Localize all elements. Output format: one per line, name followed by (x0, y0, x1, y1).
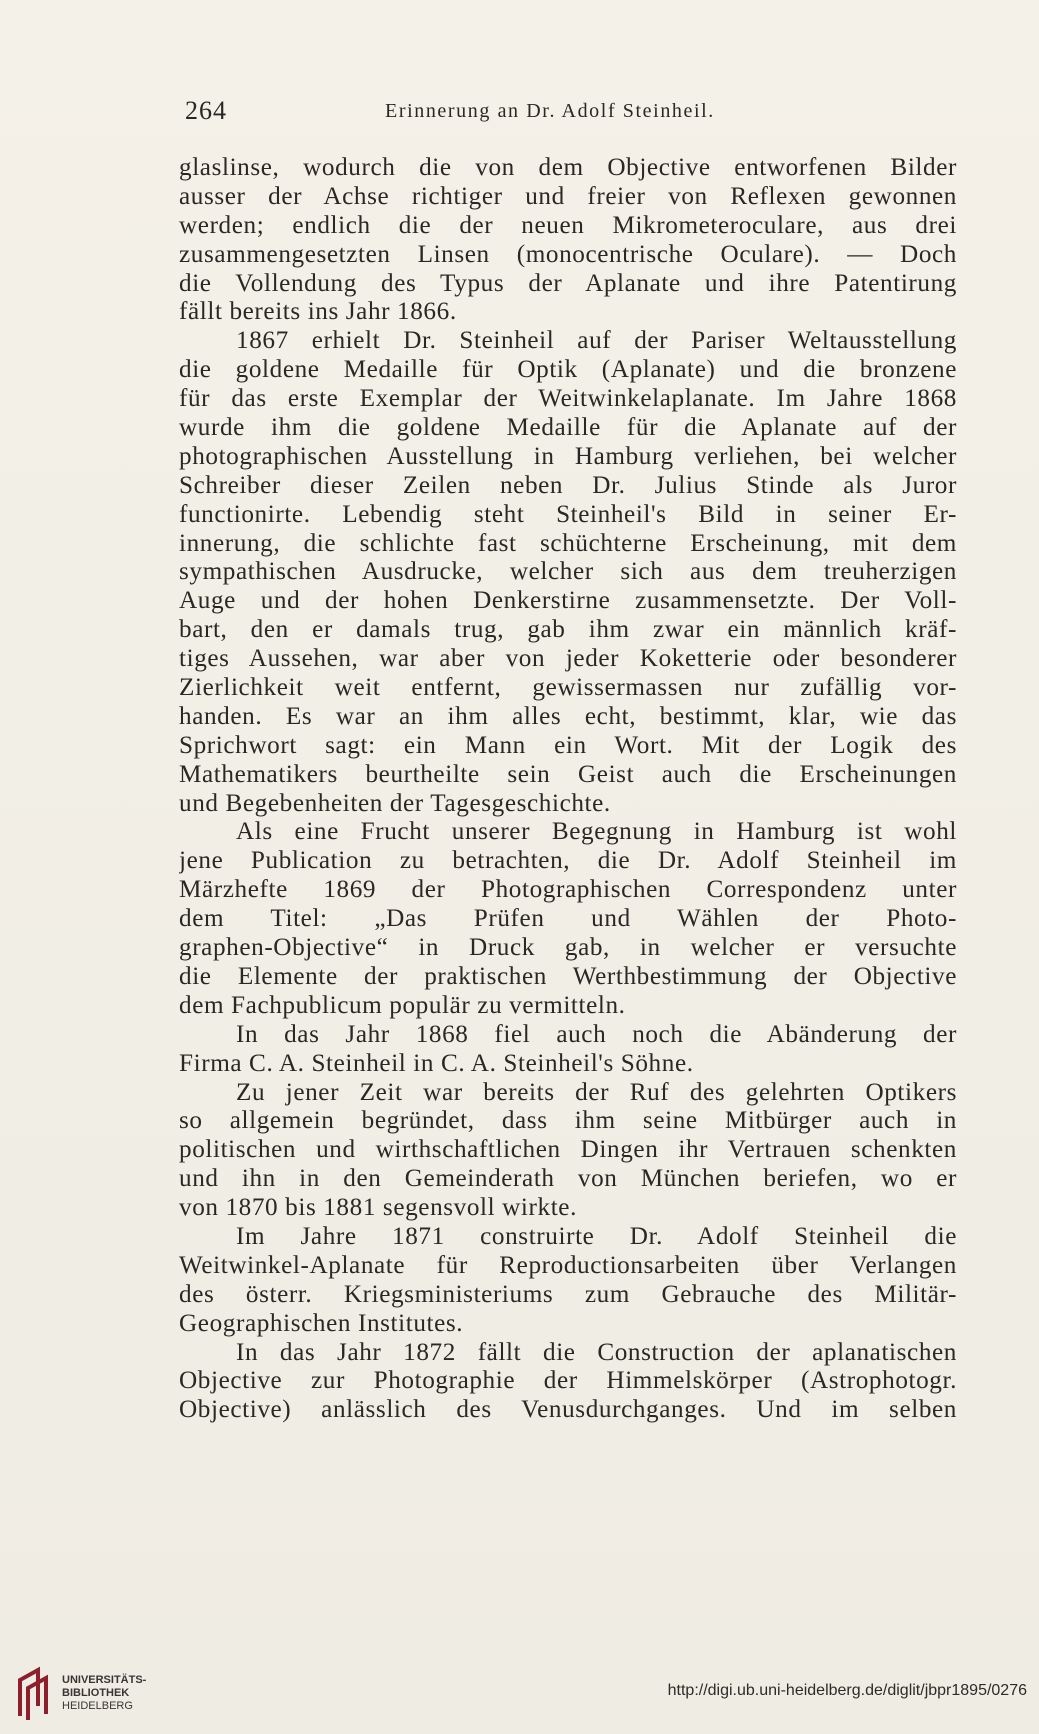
text-line: Geographischen Institutes. (179, 1309, 464, 1337)
text-line: fällt bereits ins Jahr 1866. (179, 298, 457, 326)
body-text (179, 154, 957, 1425)
text-line: die goldene Medaille für Optik (Aplanate) und die bronzene (179, 356, 957, 384)
text-line: Mathematikers beurtheilte sein Geist auch die Erscheinungen (179, 760, 957, 788)
text-line: Weitwinkel-Aplanate für Reproductionsarbeiten über Verlangen (179, 1251, 957, 1279)
text-line: werden; endlich die der neuen Mikrometeroculare, aus drei (179, 211, 957, 239)
institution-line: UNIVERSITÄTS- (62, 1674, 147, 1686)
text-line: Als eine Frucht unserer Begegnung in Hamburg ist wohl (236, 818, 957, 846)
source-url-link[interactable]: http://digi.ub.uni-heidelberg.de/diglit/jbpr1895/0276 (667, 1682, 1027, 1699)
text-line: des österr. Kriegsministeriums zum Gebrauche des Militär- (179, 1280, 957, 1308)
text-line: dem Titel: „Das Prüfen und Wählen der Photo- (179, 905, 957, 933)
institution-line: BIBLIOTHEK (62, 1687, 130, 1699)
text-line: die Vollendung des Typus der Aplanate und ihre Patentirung (179, 269, 957, 297)
text-line: innerung, die schlichte fast schüchterne Erscheinung, mit dem (179, 529, 957, 557)
institution-line: HEIDELBERG (62, 1700, 133, 1712)
text-line: Schreiber dieser Zeilen neben Dr. Julius Stinde als Juror (179, 471, 957, 499)
text-line: Im Jahre 1871 construirte Dr. Adolf Steinheil die (236, 1222, 957, 1250)
text-line: jene Publication zu betrachten, die Dr. Adolf Steinheil im (179, 847, 957, 875)
footer (0, 1652, 1039, 1734)
library-logo-icon (12, 1666, 54, 1724)
text-line: Firma C. A. Steinheil in C. A. Steinheil's Söhne. (179, 1049, 694, 1077)
text-line: bart, den er damals trug, gab ihm zwar ein männlich kräf- (179, 616, 957, 644)
text-line: von 1870 bis 1881 segensvoll wirkte. (179, 1194, 577, 1222)
text-line: und ihn in den Gemeinderath von München beriefen, wo er (179, 1165, 957, 1193)
text-line: ausser der Achse richtiger und freier von Reflexen gewonnen (179, 182, 957, 210)
text-line: dem Fachpublicum populär zu vermitteln. (179, 991, 626, 1019)
text-line: politischen und wirthschaftlichen Dingen ihr Vertrauen schenkten (179, 1136, 957, 1164)
text-line: Märzhefte 1869 der Photographischen Correspondenz unter (179, 876, 957, 904)
text-line: Objective) anlässlich des Venusdurchganges. Und im selben (179, 1396, 957, 1424)
text-line: Zierlichkeit weit entfernt, gewissermassen nur zufällig vor- (179, 674, 957, 702)
text-line: Zu jener Zeit war bereits der Ruf des gelehrten Optikers (236, 1078, 957, 1106)
text-line: In das Jahr 1868 fiel auch noch die Abänderung der (236, 1020, 957, 1048)
text-line: Auge und der hohen Denkerstirne zusammensetzte. Der Voll- (179, 587, 957, 615)
page-header (185, 96, 945, 136)
text-line: wurde ihm die goldene Medaille für die Aplanate auf der (179, 414, 957, 442)
text-line: tiges Aussehen, war aber von jeder Koketterie oder besonderer (179, 645, 957, 673)
text-line: glaslinse, wodurch die von dem Objective entworfenen Bilder (179, 154, 957, 181)
running-title: Erinnerung an Dr. Adolf Steinheil. (385, 100, 715, 122)
text-line: handen. Es war an ihm alles echt, bestimmt, klar, wie das (179, 702, 957, 730)
text-line: zusammengesetzten Linsen (monocentrische Oculare). — Doch (179, 240, 957, 268)
text-line: Sprichwort sagt: ein Mann ein Wort. Mit der Logik des (179, 731, 957, 759)
text-line: In das Jahr 1872 fällt die Construction der aplanatischen (236, 1338, 957, 1366)
text-line: und Begebenheiten der Tagesgeschichte. (179, 789, 611, 817)
text-line: die Elemente der praktischen Werthbestimmung der Objective (179, 962, 957, 990)
institution-name (62, 1674, 146, 1713)
text-line: so allgemein begründet, dass ihm seine Mitbürger auch in (179, 1107, 957, 1135)
page-number: 264 (185, 96, 227, 125)
text-line: photographischen Ausstellung in Hamburg verliehen, bei welcher (179, 442, 957, 470)
text-line: 1867 erhielt Dr. Steinheil auf der Pariser Weltausstellung (236, 327, 957, 355)
text-line: für das erste Exemplar der Weitwinkelaplanate. Im Jahre 1868 (179, 385, 957, 413)
text-line: sympathischen Ausdrucke, welcher sich aus dem treuherzigen (179, 558, 957, 586)
text-line: Objective zur Photographie der Himmelskörper (Astrophotogr. (179, 1367, 957, 1395)
text-line: graphen-Objective“ in Druck gab, in welcher er versuchte (179, 934, 957, 962)
text-line: functionirte. Lebendig steht Steinheil's Bild in seiner Er- (179, 500, 957, 528)
